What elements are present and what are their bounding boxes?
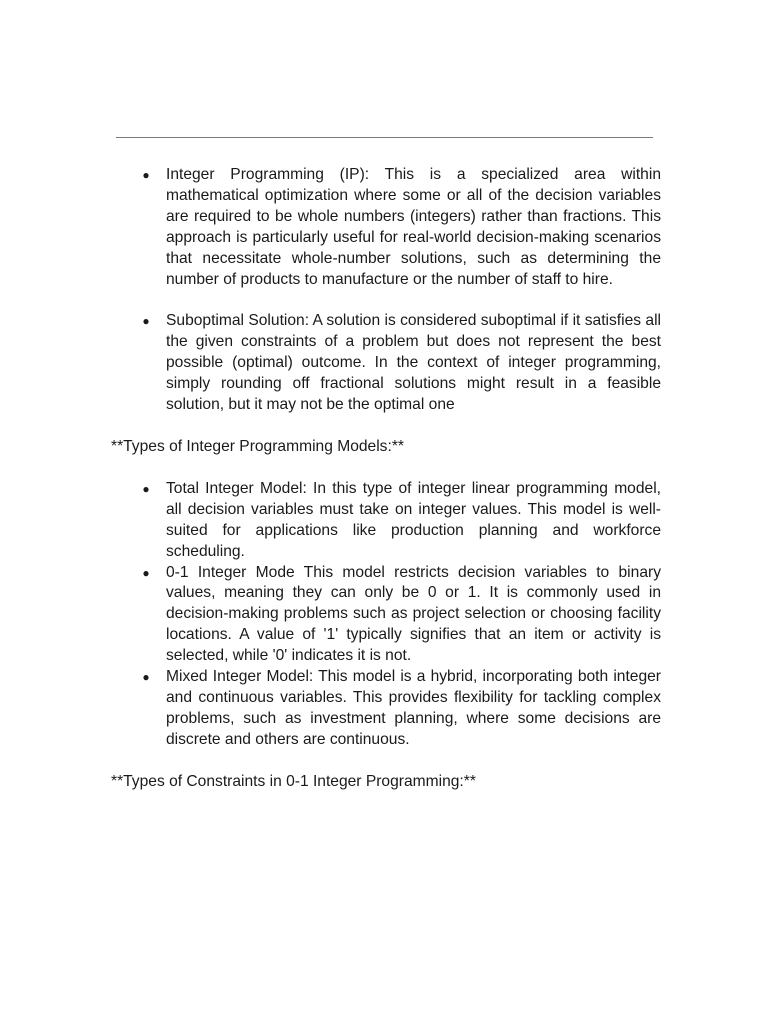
bullet-icon: ● xyxy=(142,565,150,580)
document-body xyxy=(111,165,661,793)
list-item-suboptimal-solution xyxy=(111,311,661,416)
list-item-total-integer-model xyxy=(111,479,661,563)
paragraph-spacer xyxy=(111,416,661,437)
section-heading-models: **Types of Integer Programming Models:** xyxy=(111,437,404,455)
bullet-icon: ● xyxy=(142,481,150,496)
section-heading-constraints: **Types of Constraints in 0-1 Integer Programming:** xyxy=(111,772,476,790)
definitions-list-2 xyxy=(111,311,661,416)
models-list xyxy=(111,479,661,751)
bullet-icon: ● xyxy=(142,314,150,329)
definitions-list xyxy=(111,165,661,290)
list-item-mixed-integer-model xyxy=(111,667,661,751)
definition-text: Suboptimal Solution: A solution is considered suboptimal if it satisfies all the given constraints of a problem but does not represent the best possible (optimal) outcome. In the context of integer programming, simply rounding off fractional solutions might result in a feasible solution, but it may not be the optimal one xyxy=(166,312,661,414)
header-divider xyxy=(116,137,653,138)
model-text: Mixed Integer Model: This model is a hybrid, incorporating both integer and continuous variables. This provides flexibility for tackling complex problems, such as investment planning, where some decisions are discrete and others are continuous. xyxy=(166,668,661,748)
paragraph-spacer xyxy=(111,458,661,479)
list-item-integer-programming xyxy=(111,165,661,290)
paragraph-spacer xyxy=(111,290,661,311)
model-text: Total Integer Model: In this type of integer linear programming model, all decision variables must take on integer values. This model is well-suited for applications like production planning and workforce scheduling. xyxy=(166,479,661,560)
bullet-icon: ● xyxy=(142,168,150,182)
list-item-0-1-integer-model xyxy=(111,563,661,668)
definition-text: Integer Programming (IP): This is a specialized area within mathematical optimization where some or all of the decision variables are required to be whole numbers (integers) rather than fractions. This approach is particularly useful for real-world decision-making scenarios that necessitate whole-number solutions, such as determining the number of products to manufacture or the number of staff to hire. xyxy=(166,166,661,288)
paragraph-spacer xyxy=(111,751,661,772)
model-text: 0-1 Integer Mode This model restricts decision variables to binary values, meaning they can only be 0 or 1. It is commonly used in decision-making problems such as project selection or choosing facility locations. A value of '1' typically signifies that an item or activity is selected, while '0' indicates it is not. xyxy=(166,563,661,665)
bullet-icon: ● xyxy=(142,670,150,685)
